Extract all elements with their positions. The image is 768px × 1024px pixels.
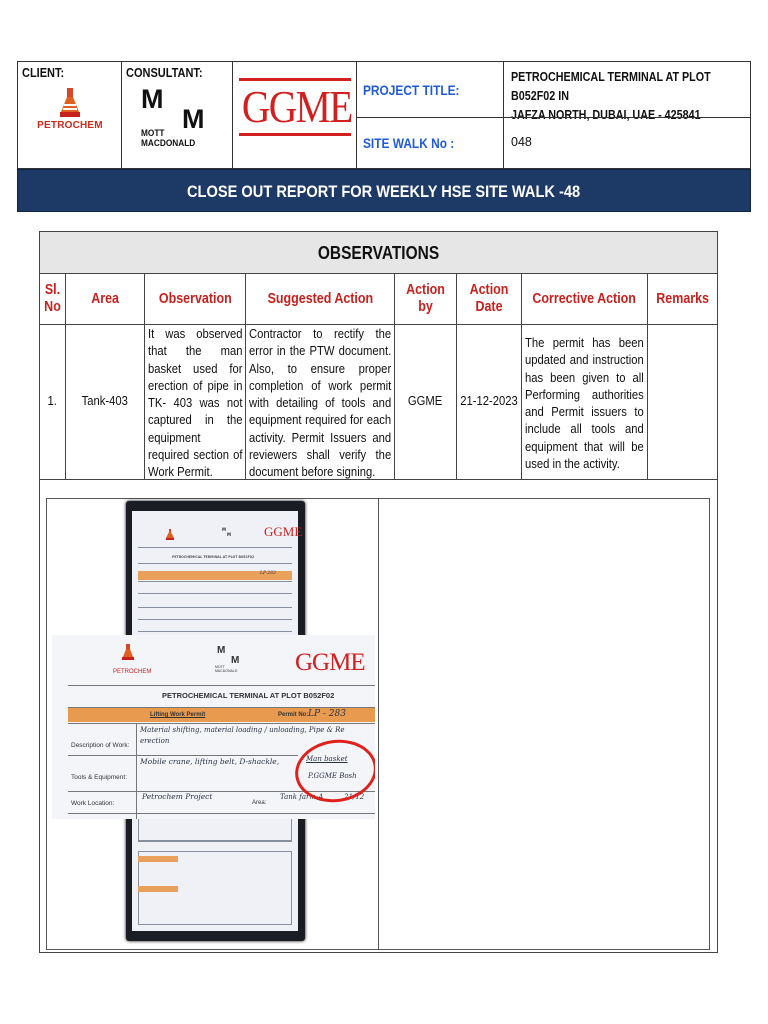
mini-terminal-title: PETROCHEMICAL TERMINAL AT PLOT B052F02 xyxy=(172,555,255,559)
paper-line xyxy=(138,841,292,842)
cell-area xyxy=(66,325,145,480)
col-header-area xyxy=(66,274,145,325)
cell-text: Tank-403 xyxy=(81,394,129,409)
col-header-observation xyxy=(145,274,246,325)
cell-text: It was observed that the man basket used for erection of pipe in TK- 403 was not captured in the equipment required section of Work Permit. xyxy=(148,327,243,480)
col-header-corrective-action xyxy=(522,274,648,325)
col-header-label: Action Date xyxy=(469,282,509,315)
photo-permit-no-label: Permit No: xyxy=(278,712,309,718)
paper-line xyxy=(138,631,292,632)
ggme-logo xyxy=(233,78,357,136)
photo-tools-label: Tools & Equipment: xyxy=(71,774,128,781)
site-walk-label: SITE WALK No : xyxy=(363,135,455,151)
photo-ggme-logo: GGME xyxy=(295,649,365,676)
project-title-line1: PETROCHEMICAL TERMINAL AT PLOT B052F02 IN xyxy=(511,70,711,103)
cell-text: The permit has been updated and instruction has been given to all Performing authorities and Permit issuers to include all tools and equipment that will be used in the activity. xyxy=(525,336,644,472)
cell-observation xyxy=(145,325,246,480)
contractor-cell xyxy=(233,62,357,168)
cell-suggested-action xyxy=(246,325,395,480)
paper-line xyxy=(138,581,292,582)
photo-mm-letter-2: M xyxy=(231,655,240,666)
mm-logo-letter-2: M xyxy=(182,104,205,134)
observations-title-text: OBSERVATIONS xyxy=(317,243,440,263)
photo-location-value: Petrochem Project xyxy=(142,792,213,801)
photo-line xyxy=(68,723,375,724)
cell-action-by xyxy=(395,325,457,480)
photo-divider xyxy=(378,499,379,949)
photo-desc-value-1: Material shifting, material loading / unloading, Pipe & Re xyxy=(140,726,345,734)
photo-line xyxy=(68,813,375,814)
cell-text: GGME xyxy=(408,394,443,409)
photo-frame xyxy=(46,498,710,950)
consultant-name-line1: MOTT xyxy=(141,128,165,138)
mini-permit-no: LP-283 xyxy=(260,571,276,576)
photo-location-label: Work Location: xyxy=(71,800,115,807)
consultant-name xyxy=(141,128,195,148)
report-header xyxy=(17,61,751,169)
col-header-label: Action by xyxy=(406,282,445,315)
client-logo-name: PETROCHEM xyxy=(37,120,103,131)
paper-line xyxy=(138,619,292,620)
title-values-cell xyxy=(504,62,750,168)
cell-sl-no xyxy=(40,325,66,480)
col-header-suggested-action xyxy=(246,274,395,325)
cell-text: 1. xyxy=(47,394,58,409)
col-header-remarks xyxy=(648,274,717,325)
header-divider xyxy=(357,117,503,118)
photo-tools-added-1: Man basket xyxy=(306,755,348,763)
photo-mm-letter-1: M xyxy=(217,645,226,656)
photo-line xyxy=(68,685,375,686)
photo-tools-added-2: P.GGME Bosh xyxy=(308,772,357,780)
photo-desc-value-2: erection xyxy=(140,737,170,745)
photo-mm-text: MOTT MACDONALD xyxy=(215,665,238,673)
header-divider xyxy=(504,117,750,118)
photo-permit-type: Lifting Work Permit xyxy=(150,712,206,718)
col-header-action-by xyxy=(395,274,457,325)
petrochem-flask-icon xyxy=(59,88,81,118)
client-label: CLIENT: xyxy=(22,66,65,80)
paper-line xyxy=(138,607,292,608)
cell-text: Contractor to rectify the error in the PTW document. Also, to ensure proper completion of work permit with detailing of tools and equipment required for each activity. Permit Issuers and reviewers shall verify the document before signing. xyxy=(249,327,392,480)
col-header-label: Observation xyxy=(158,290,232,307)
photo-logo-petrochem: PETROCHEM xyxy=(113,669,152,675)
photo-line xyxy=(68,755,298,756)
project-title-line2: JAFZA NORTH, DUBAI, UAE - 425841 xyxy=(511,108,701,122)
permit-photo-zoomed xyxy=(52,635,375,819)
mm-logo-letter-1: M xyxy=(141,84,164,114)
col-header-action-date xyxy=(457,274,522,325)
photo-date-value: 21/12 xyxy=(344,793,365,801)
consultant-label: CONSULTANT: xyxy=(126,66,203,80)
cell-remarks xyxy=(648,325,717,480)
permit-orange-band xyxy=(138,856,178,862)
observations-table xyxy=(39,231,718,953)
report-banner-text: CLOSE OUT REPORT FOR WEEKLY HSE SITE WALK -48 xyxy=(187,182,581,201)
petrochem-flask-icon xyxy=(166,529,174,540)
consultant-cell xyxy=(122,62,233,168)
report-banner xyxy=(17,169,751,212)
col-header-label: Suggested Action xyxy=(267,290,373,307)
title-labels-cell xyxy=(357,62,504,168)
petrochem-flask-icon xyxy=(122,644,134,660)
ggme-logo-line xyxy=(239,133,351,136)
project-title-label: PROJECT TITLE: xyxy=(363,82,460,98)
photo-permit-no-value: LP - 283 xyxy=(308,709,346,719)
photo-terminal-title: PETROCHEMICAL TERMINAL AT PLOT B052F02 xyxy=(162,691,335,700)
ggme-logo-text: GGME xyxy=(241,81,352,132)
photo-area-label: Area: xyxy=(252,800,267,806)
photo-tools-value: Mobile crane, lifting belt, D-shackle, xyxy=(140,757,280,766)
mini-ggme-logo: GGME xyxy=(264,524,303,539)
col-header-label: Area xyxy=(91,290,119,307)
site-walk-value: 048 xyxy=(511,135,532,149)
petrochem-logo xyxy=(18,88,122,131)
photo-desc-label: Description of Work: xyxy=(71,742,130,749)
cell-action-date xyxy=(457,325,522,480)
consultant-name-line2: MACDONALD xyxy=(141,138,196,148)
paper-line xyxy=(138,563,292,564)
paper-line xyxy=(138,593,292,594)
observations-title xyxy=(40,232,717,274)
col-header-label: Corrective Action xyxy=(532,290,637,307)
client-cell xyxy=(18,62,122,168)
evidence-photos xyxy=(40,480,717,952)
cell-text: 21-12-2023 xyxy=(460,394,518,409)
photo-area-value: Tank farm-A xyxy=(280,793,324,801)
permit-orange-band xyxy=(138,886,178,892)
col-header-label: Sl. No xyxy=(44,282,61,315)
col-header-label: Remarks xyxy=(656,290,709,307)
paper-line xyxy=(138,547,292,548)
photo-vline xyxy=(136,723,137,819)
col-header-sl-no xyxy=(40,274,66,325)
mini-mm-logo: M xyxy=(222,527,226,532)
mini-mm-logo: M xyxy=(227,532,231,537)
cell-corrective-action xyxy=(522,325,648,480)
